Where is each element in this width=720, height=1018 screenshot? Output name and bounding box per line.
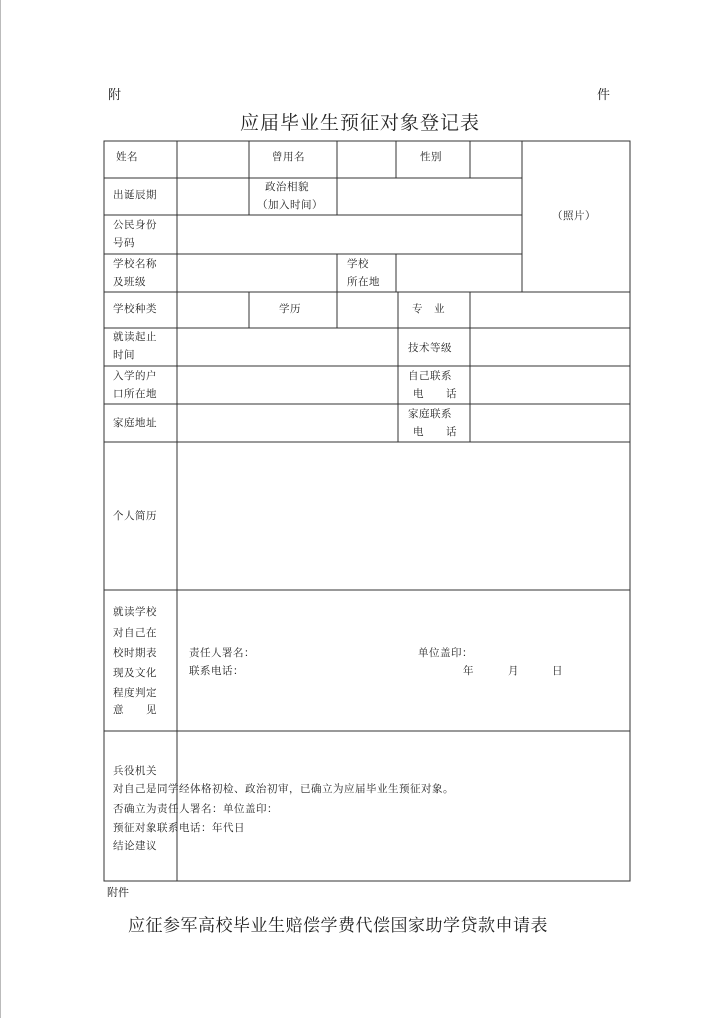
school-opinion-label-6: 意 见 [113, 704, 157, 716]
school-opinion-label-5: 程度判定 [113, 687, 157, 699]
own-phone-label-2: 电 话 [413, 388, 457, 400]
name-label: 姓名 [116, 151, 138, 163]
home-phone-label: 家庭联系 [408, 408, 452, 420]
school-location-label: 学校 [347, 258, 369, 270]
date-year: 年 [463, 665, 474, 677]
school-name-label: 学校名称 [113, 258, 157, 270]
school-opinion-label-2: 对自己在 [113, 627, 157, 639]
responsible-person-signature: 责任人署名： [189, 647, 255, 659]
date-month: 月 [508, 665, 519, 677]
id-number-label: 公民身份 [113, 219, 157, 231]
attachment-label-left: 附 [108, 88, 122, 103]
home-phone-label-2: 电 话 [413, 426, 457, 438]
hukou-label-2: 口所在地 [113, 388, 157, 400]
own-phone-label: 自己联系 [408, 370, 452, 382]
next-form-title: 应征参军高校毕业生赔偿学费代偿国家助学贷款申请表 [128, 916, 548, 936]
birth-date-label: 出诞辰期 [113, 189, 157, 201]
study-period-label: 就读起止 [113, 331, 157, 343]
political-status-join-time-label: （加入时间） [257, 199, 323, 211]
school-opinion-label-4: 现及文化 [113, 667, 157, 679]
contact-phone: 联系电话： [189, 665, 244, 677]
former-name-label: 曾用名 [272, 151, 305, 163]
next-attachment-label: 附件 [107, 886, 129, 899]
attachment-label-right: 件 [597, 88, 611, 103]
major-label: 专 业 [412, 303, 445, 315]
school-opinion-label-1: 就读学校 [113, 606, 157, 618]
military-text-line-4: 结论建议 [113, 840, 157, 852]
military-text-line-3: 预征对象联系电话：年代日 [113, 822, 245, 834]
home-address-label: 家庭地址 [113, 417, 157, 429]
military-office-label: 兵役机关 [113, 765, 157, 777]
unit-seal: 单位盖印： [418, 647, 473, 659]
gender-label: 性别 [420, 151, 442, 163]
hukou-label: 入学的户 [113, 370, 157, 382]
school-name-label-2: 及班级 [113, 276, 146, 288]
school-location-label-2: 所在地 [347, 276, 380, 288]
date-day: 日 [552, 665, 563, 677]
education-label: 学历 [279, 303, 301, 315]
photo-placeholder: （照片） [552, 210, 596, 222]
form-title: 应届毕业生预征对象登记表 [239, 112, 480, 134]
id-number-label-2: 号码 [113, 237, 135, 249]
school-type-label: 学校种类 [113, 303, 157, 315]
study-period-label-2: 时间 [113, 349, 135, 361]
resume-label: 个人简历 [113, 510, 157, 522]
military-text-line-2: 否确立为责任人署名：单位盖印： [113, 803, 278, 815]
school-opinion-label-3: 校时期表 [113, 647, 157, 659]
political-status-label: 政治相貌 [265, 181, 309, 193]
tech-level-label: 技术等级 [408, 342, 452, 354]
military-text-line-1: 对自己是同学经体格初检、政治初审，已确立为应届毕业生预征对象。 [113, 783, 454, 795]
